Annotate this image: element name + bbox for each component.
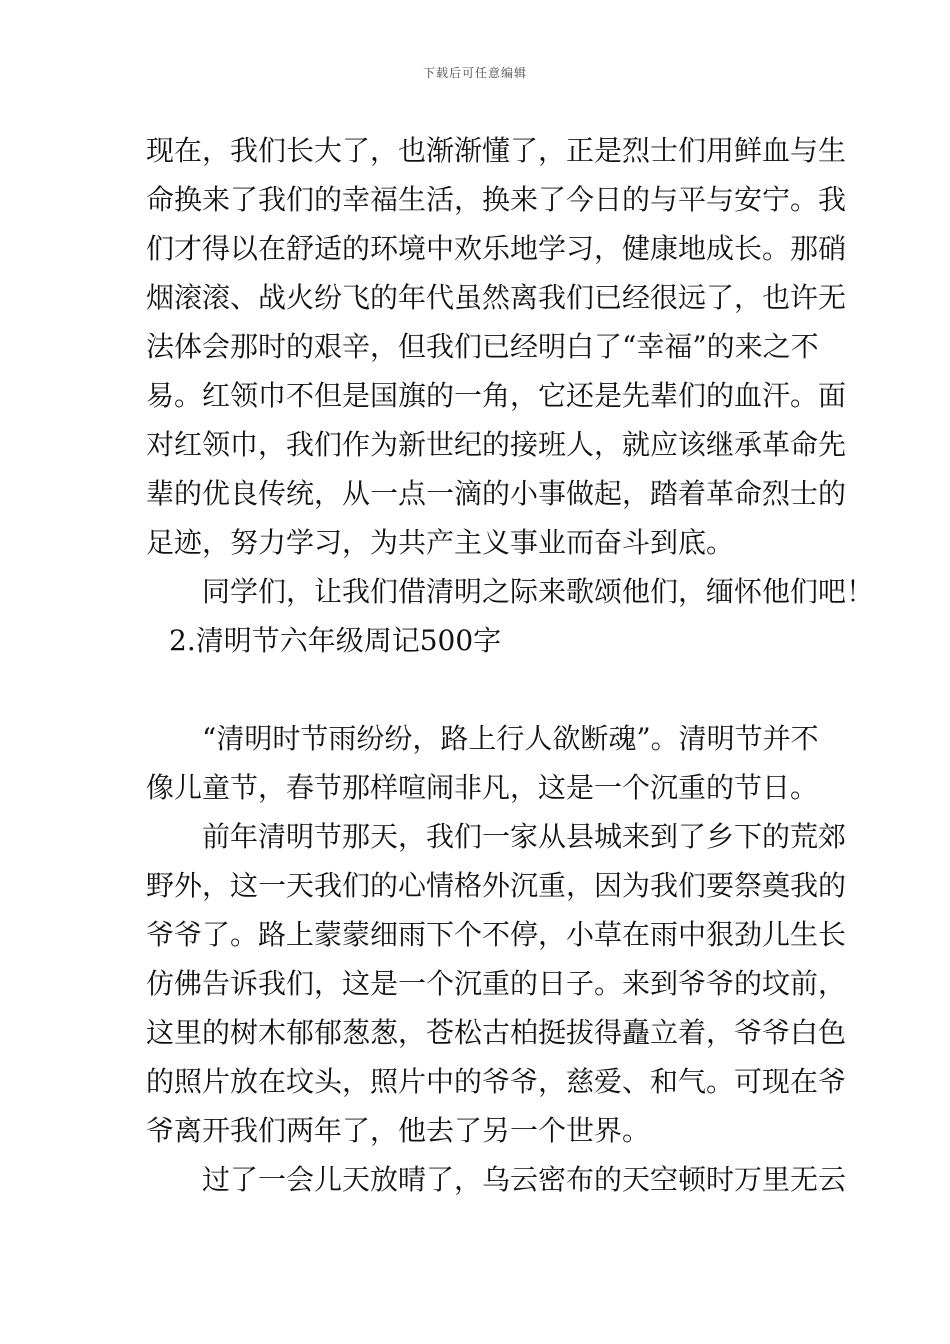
paragraph-line: 像儿童节，春节那样喧闹非凡，这是一个沉重的节日。	[146, 771, 819, 804]
paragraph-line: 现在，我们长大了，也渐渐懂了，正是烈士们用鲜血与生	[146, 134, 847, 167]
paragraph-line: 对红领巾，我们作为新世纪的接班人，就应该继承革命先	[146, 428, 847, 461]
paragraph-line: 的照片放在坟头，照片中的爷爷，慈爱、和气。可现在爷	[146, 1065, 847, 1098]
paragraph-line: 法体会那时的艰辛，但我们已经明白了“幸福”的来之不	[146, 330, 819, 363]
section-heading: 2.清明节六年级周记500字	[169, 624, 502, 657]
paragraph-line: 烟滚滚、战火纷飞的年代虽然离我们已经很远了，也许无	[146, 281, 847, 314]
paragraph-line: “清明时节雨纷纷，路上行人欲断魂”。清明节并不	[202, 722, 819, 755]
paragraph-line: 爷爷了。路上蒙蒙细雨下个不停，小草在雨中狠劲儿生长	[146, 918, 847, 951]
paragraph-line: 们才得以在舒适的环境中欢乐地学习，健康地成长。那硝	[146, 232, 847, 265]
paragraph-line: 前年清明节那天，我们一家从县城来到了乡下的荒郊	[202, 820, 847, 853]
paragraph-line: 同学们，让我们借清明之际来歌颂他们，缅怀他们吧！	[202, 575, 875, 608]
page-header: 下载后可任意编辑	[422, 66, 527, 80]
paragraph-line: 易。红领巾不但是国旗的一角，它还是先辈们的血汗。面	[146, 379, 847, 412]
paragraph-line: 这里的树木郁郁葱葱，苍松古柏挺拔得矗立着，爷爷白色	[146, 1016, 847, 1049]
paragraph-line: 仿佛告诉我们，这是一个沉重的日子。来到爷爷的坟前，	[146, 967, 847, 1000]
paragraph-line: 足迹，努力学习，为共产主义事业而奋斗到底。	[146, 526, 735, 559]
paragraph-line: 命换来了我们的幸福生活，换来了今日的与平与安宁。我	[146, 183, 847, 216]
paragraph-line: 爷离开我们两年了，他去了另一个世界。	[146, 1114, 651, 1147]
paragraph-line: 野外，这一天我们的心情格外沉重，因为我们要祭奠我的	[146, 869, 847, 902]
paragraph-line: 辈的优良传统，从一点一滴的小事做起，踏着革命烈士的	[146, 477, 847, 510]
paragraph-line: 过了一会儿天放晴了，乌云密布的天空顿时万里无云	[202, 1163, 847, 1196]
document-body	[146, 126, 875, 1204]
blank-line	[146, 665, 812, 714]
